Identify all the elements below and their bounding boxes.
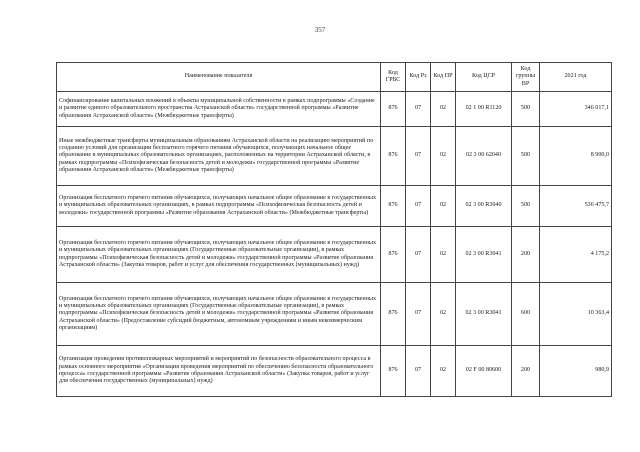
row-vr: 600 [512,283,540,346]
row-grbs: 876 [381,127,406,186]
table-row [57,283,612,346]
row-rz: 07 [406,186,431,227]
row-name: Софинансирование капитальных вложений в объекты муниципальной собственности в рамках подпрограммы «Создание и развитие единого образовательного пространства Астраханской области» государственной программы «Развитие образования Астраханской области» (Межбюджетные трансферты) [57,92,381,127]
table-row [57,346,612,397]
table-row [57,92,612,127]
row-csr: 02 3 00 R3041 [456,227,512,283]
table-row [57,227,612,283]
row-amount: 346 017,1 [540,92,612,127]
row-name: Организация бесплатного горячего питания обучающихся, получающих начальное общее образование в государственных и муниципальных образовательных организациях (Государственные образовательные организации), в рамках подпрограммы «Психофизическая безопасность детей и молодежи» государственной программы «Развитие образования Астраханской области» (Предоставление субсидий бюджетным, автономным учреждениям и иным некоммерческим организациям) [57,283,381,346]
row-rz: 07 [406,92,431,127]
header-pr: Код ПР [431,63,456,92]
row-csr: 02 1 00 R1120 [456,92,512,127]
row-grbs: 876 [381,346,406,397]
header-name: Наименование показателя [57,63,381,92]
budget-table [56,62,612,397]
row-rz: 07 [406,346,431,397]
header-year: 2021 год [540,63,612,92]
row-name: Иные межбюджетные трансферты муниципальным образованиям Астраханской области на реализацию мероприятий по созданию условий для организации бесплатного горячего питания обучающихся, получающих начальное общее образование в муниципальных образовательных организациях, расположенных на территории Астраханской области, в рамках подпрограммы «Психофизическая безопасность детей и молодежи» государственной программы «Развитие образования Астраханской области» (Межбюджетные трансферты) [57,127,381,186]
row-rz: 07 [406,283,431,346]
header-grbs: Код ГРБС [381,63,406,92]
row-name: Организация бесплатного горячего питания обучающихся, получающих начальное общее образование в государственных и муниципальных образовательных организациях, в рамках подпрограммы «Психофизическая безопасность детей и молодежи» государственной программы «Развитие образования Астраханской области» (Межбюджетные трансферты) [57,186,381,227]
header-vr: Код группы ВР [512,63,540,92]
row-pr: 02 [431,127,456,186]
row-csr: 02 3 00 R3041 [456,283,512,346]
row-amount: 10 363,4 [540,283,612,346]
row-csr: 02 3 00 62040 [456,127,512,186]
row-csr: 02 F 00 80600 [456,346,512,397]
table-row [57,127,612,186]
row-amount: 8 900,0 [540,127,612,186]
row-vr: 500 [512,92,540,127]
row-csr: 02 3 00 R3040 [456,186,512,227]
row-vr: 500 [512,127,540,186]
row-pr: 02 [431,227,456,283]
page-number: 357 [314,26,326,34]
row-grbs: 876 [381,283,406,346]
row-amount: 980,9 [540,346,612,397]
row-vr: 200 [512,346,540,397]
row-name: Организация проведения противопожарных мероприятий и мероприятий по безопасности образовательного процесса в рамках основного мероприятия «Организация проведения мероприятий по обеспечению безопасности образовательного процесса» государственной программы «Развитие образования Астраханской области» (Закупка товаров, работ и услуг для обеспечения государственных (муниципальных) нужд) [57,346,381,397]
row-name: Организация бесплатного горячего питания обучающихся, получающих начальное общее образование в государственных и муниципальных образовательных организациях (Государственные образовательные организации), в рамках подпрограммы «Психофизическая безопасность детей и молодежи» государственной программы «Развитие образования Астраханской области» (Закупка товаров, работ и услуг для обеспечения государственных (муниципальных) нужд) [57,227,381,283]
row-vr: 500 [512,186,540,227]
row-rz: 07 [406,227,431,283]
header-rz: Код Рз [406,63,431,92]
row-grbs: 876 [381,227,406,283]
row-vr: 200 [512,227,540,283]
row-amount: 4 175,2 [540,227,612,283]
row-grbs: 876 [381,186,406,227]
table-header-row [57,63,612,92]
row-rz: 07 [406,127,431,186]
header-csr: Код ЦСР [456,63,512,92]
row-pr: 02 [431,346,456,397]
row-grbs: 876 [381,92,406,127]
row-pr: 02 [431,92,456,127]
row-pr: 02 [431,283,456,346]
row-pr: 02 [431,186,456,227]
table-row [57,186,612,227]
row-amount: 536 475,7 [540,186,612,227]
